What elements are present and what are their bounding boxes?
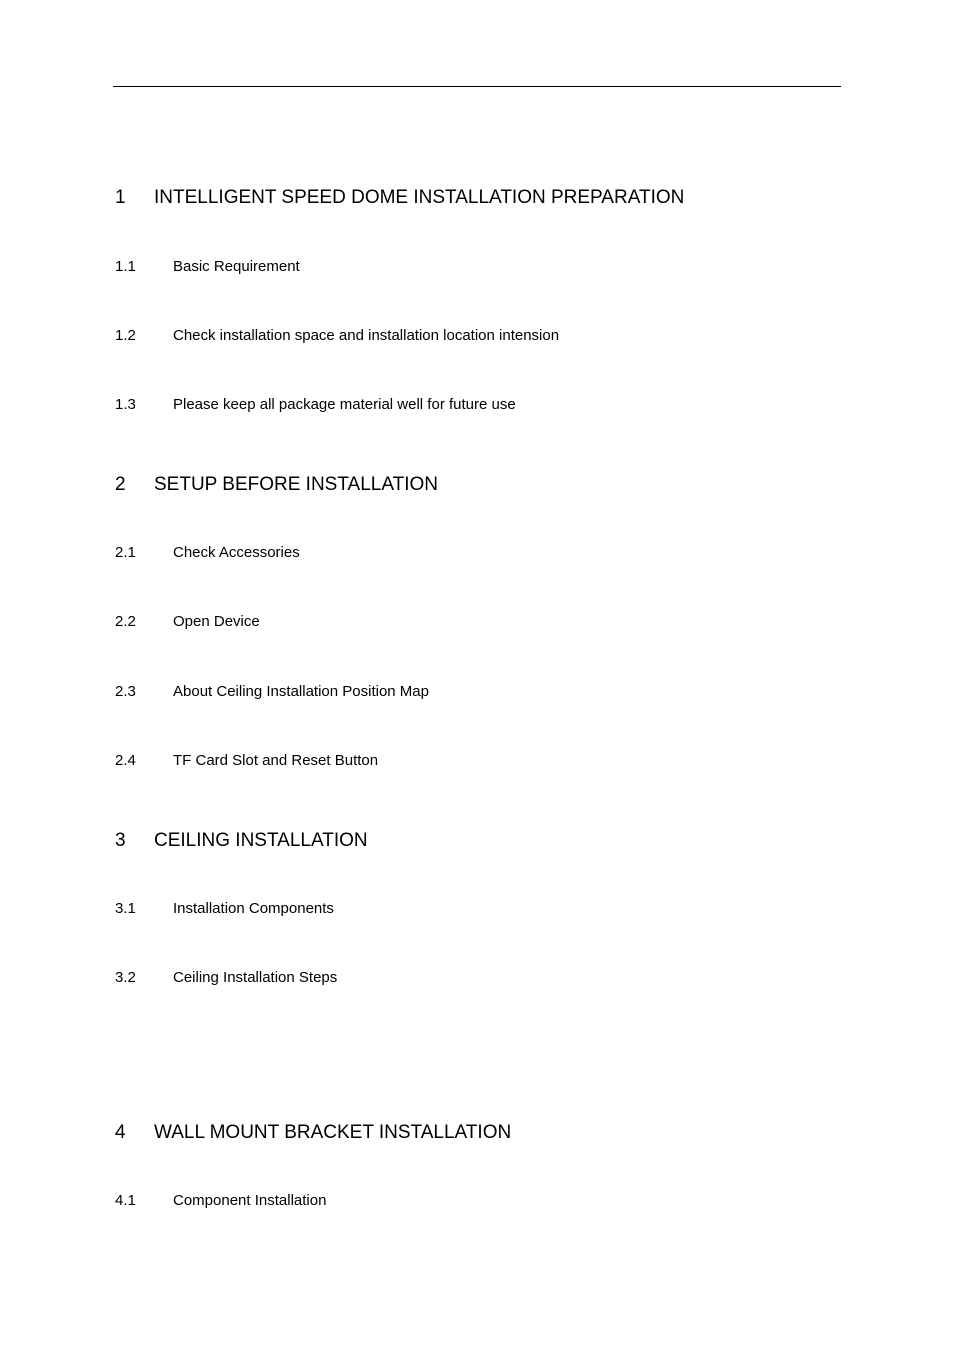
subsection-title: Component Installation [173,1192,327,1209]
header-rule [113,86,841,87]
subsection-number: 1.3 [115,396,136,413]
subsection-title: Check Accessories [173,544,300,561]
subsection-number: 3.1 [115,900,136,917]
subsection-number: 2.1 [115,544,136,561]
subsection-title: Basic Requirement [173,258,300,275]
subsection-number: 3.2 [115,969,136,986]
subsection-number: 1.2 [115,327,136,344]
section-number: 4 [115,1122,126,1143]
subsection-title: Installation Components [173,900,334,917]
subsection-title: About Ceiling Installation Position Map [173,683,429,700]
subsection-number: 2.3 [115,683,136,700]
section-title: INTELLIGENT SPEED DOME INSTALLATION PREPARATION [154,187,685,208]
subsection-title: TF Card Slot and Reset Button [173,752,379,769]
section-number: 2 [115,474,126,495]
section-title: WALL MOUNT BRACKET INSTALLATION [154,1122,512,1143]
subsection-title: Please keep all package material well for future use [173,396,516,413]
section-title: SETUP BEFORE INSTALLATION [154,474,439,495]
subsection-number: 1.1 [115,258,136,275]
subsection-number: 4.1 [115,1192,136,1209]
subsection-title: Ceiling Installation Steps [173,969,338,986]
subsection-title: Check installation space and installation location intension [173,327,560,344]
subsection-number: 2.2 [115,613,136,630]
section-title: CEILING INSTALLATION [154,830,368,851]
subsection-title: Open Device [173,613,260,630]
section-number: 1 [115,187,126,208]
section-number: 3 [115,830,126,851]
subsection-number: 2.4 [115,752,136,769]
